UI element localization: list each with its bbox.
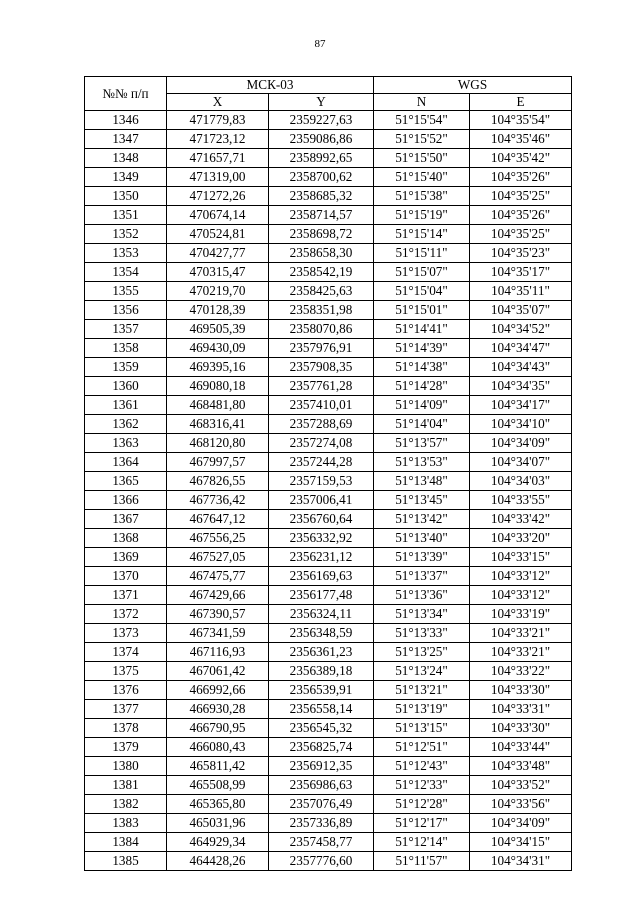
point-number-cell: 1366	[85, 491, 167, 510]
longitude-cell: 104°34'17"	[470, 396, 572, 415]
table-row	[85, 548, 572, 567]
y-coordinate-cell: 2356389,18	[269, 662, 374, 681]
longitude-cell: 104°33'12"	[470, 567, 572, 586]
point-number-cell: 1365	[85, 472, 167, 491]
x-coordinate-cell: 471723,12	[167, 130, 269, 149]
latitude-cell: 51°13'45"	[374, 491, 470, 510]
table-row	[85, 738, 572, 757]
y-coordinate-cell: 2356231,12	[269, 548, 374, 567]
table-row	[85, 206, 572, 225]
latitude-cell: 51°13'40"	[374, 529, 470, 548]
x-coordinate-cell: 467341,59	[167, 624, 269, 643]
x-coordinate-cell: 467475,77	[167, 567, 269, 586]
longitude-cell: 104°34'15"	[470, 833, 572, 852]
longitude-cell: 104°34'09"	[470, 814, 572, 833]
y-coordinate-cell: 2358070,86	[269, 320, 374, 339]
x-coordinate-cell: 467556,25	[167, 529, 269, 548]
x-coordinate-cell: 468481,80	[167, 396, 269, 415]
point-number-cell: 1376	[85, 681, 167, 700]
latitude-cell: 51°15'52"	[374, 130, 470, 149]
longitude-cell: 104°34'31"	[470, 852, 572, 871]
latitude-cell: 51°15'40"	[374, 168, 470, 187]
latitude-cell: 51°13'42"	[374, 510, 470, 529]
y-coordinate-cell: 2358992,65	[269, 149, 374, 168]
y-coordinate-cell: 2358351,98	[269, 301, 374, 320]
header-wgs: WGS	[374, 77, 572, 94]
point-number-cell: 1380	[85, 757, 167, 776]
longitude-cell: 104°34'52"	[470, 320, 572, 339]
header-y: Y	[269, 94, 374, 111]
y-coordinate-cell: 2358700,62	[269, 168, 374, 187]
table-row	[85, 225, 572, 244]
point-number-cell: 1372	[85, 605, 167, 624]
latitude-cell: 51°14'41"	[374, 320, 470, 339]
y-coordinate-cell: 2357776,60	[269, 852, 374, 871]
point-number-cell: 1375	[85, 662, 167, 681]
point-number-cell: 1347	[85, 130, 167, 149]
point-number-cell: 1374	[85, 643, 167, 662]
longitude-cell: 104°35'42"	[470, 149, 572, 168]
point-number-cell: 1351	[85, 206, 167, 225]
latitude-cell: 51°13'33"	[374, 624, 470, 643]
latitude-cell: 51°13'48"	[374, 472, 470, 491]
longitude-cell: 104°34'10"	[470, 415, 572, 434]
y-coordinate-cell: 2357908,35	[269, 358, 374, 377]
x-coordinate-cell: 466930,28	[167, 700, 269, 719]
x-coordinate-cell: 470219,70	[167, 282, 269, 301]
point-number-cell: 1364	[85, 453, 167, 472]
y-coordinate-cell: 2356825,74	[269, 738, 374, 757]
table-row	[85, 852, 572, 871]
point-number-cell: 1350	[85, 187, 167, 206]
x-coordinate-cell: 467429,66	[167, 586, 269, 605]
table-row	[85, 187, 572, 206]
latitude-cell: 51°13'25"	[374, 643, 470, 662]
latitude-cell: 51°12'14"	[374, 833, 470, 852]
point-number-cell: 1357	[85, 320, 167, 339]
y-coordinate-cell: 2357288,69	[269, 415, 374, 434]
x-coordinate-cell: 471657,71	[167, 149, 269, 168]
longitude-cell: 104°35'26"	[470, 206, 572, 225]
longitude-cell: 104°33'22"	[470, 662, 572, 681]
longitude-cell: 104°33'30"	[470, 719, 572, 738]
x-coordinate-cell: 467061,42	[167, 662, 269, 681]
y-coordinate-cell: 2358542,19	[269, 263, 374, 282]
latitude-cell: 51°12'17"	[374, 814, 470, 833]
y-coordinate-cell: 2356332,92	[269, 529, 374, 548]
y-coordinate-cell: 2358658,30	[269, 244, 374, 263]
x-coordinate-cell: 468120,80	[167, 434, 269, 453]
table-row	[85, 700, 572, 719]
y-coordinate-cell: 2357410,01	[269, 396, 374, 415]
point-number-cell: 1378	[85, 719, 167, 738]
longitude-cell: 104°33'15"	[470, 548, 572, 567]
longitude-cell: 104°34'09"	[470, 434, 572, 453]
table-row	[85, 301, 572, 320]
latitude-cell: 51°14'38"	[374, 358, 470, 377]
x-coordinate-cell: 471779,83	[167, 111, 269, 130]
x-coordinate-cell: 465365,80	[167, 795, 269, 814]
x-coordinate-cell: 467390,57	[167, 605, 269, 624]
longitude-cell: 104°35'54"	[470, 111, 572, 130]
table-row	[85, 282, 572, 301]
point-number-cell: 1385	[85, 852, 167, 871]
header-row-top	[85, 77, 572, 94]
latitude-cell: 51°15'11"	[374, 244, 470, 263]
latitude-cell: 51°15'54"	[374, 111, 470, 130]
longitude-cell: 104°35'07"	[470, 301, 572, 320]
table-row	[85, 149, 572, 168]
table-row	[85, 795, 572, 814]
header-e: E	[470, 94, 572, 111]
point-number-cell: 1354	[85, 263, 167, 282]
longitude-cell: 104°33'21"	[470, 624, 572, 643]
latitude-cell: 51°13'15"	[374, 719, 470, 738]
y-coordinate-cell: 2356324,11	[269, 605, 374, 624]
latitude-cell: 51°12'51"	[374, 738, 470, 757]
table-row	[85, 453, 572, 472]
y-coordinate-cell: 2357274,08	[269, 434, 374, 453]
point-number-cell: 1355	[85, 282, 167, 301]
x-coordinate-cell: 464929,34	[167, 833, 269, 852]
latitude-cell: 51°14'09"	[374, 396, 470, 415]
point-number-cell: 1371	[85, 586, 167, 605]
y-coordinate-cell: 2356986,63	[269, 776, 374, 795]
y-coordinate-cell: 2357761,28	[269, 377, 374, 396]
longitude-cell: 104°33'52"	[470, 776, 572, 795]
point-number-cell: 1358	[85, 339, 167, 358]
table-header	[85, 77, 572, 111]
y-coordinate-cell: 2356912,35	[269, 757, 374, 776]
latitude-cell: 51°11'57"	[374, 852, 470, 871]
point-number-cell: 1352	[85, 225, 167, 244]
latitude-cell: 51°13'21"	[374, 681, 470, 700]
table-row	[85, 472, 572, 491]
x-coordinate-cell: 469395,16	[167, 358, 269, 377]
y-coordinate-cell: 2358425,63	[269, 282, 374, 301]
y-coordinate-cell: 2358698,72	[269, 225, 374, 244]
x-coordinate-cell: 466080,43	[167, 738, 269, 757]
table-row	[85, 605, 572, 624]
point-number-cell: 1362	[85, 415, 167, 434]
x-coordinate-cell: 466790,95	[167, 719, 269, 738]
x-coordinate-cell: 467997,57	[167, 453, 269, 472]
table-row	[85, 833, 572, 852]
latitude-cell: 51°15'07"	[374, 263, 470, 282]
latitude-cell: 51°15'19"	[374, 206, 470, 225]
table-body	[85, 111, 572, 871]
point-number-cell: 1384	[85, 833, 167, 852]
latitude-cell: 51°12'28"	[374, 795, 470, 814]
x-coordinate-cell: 470128,39	[167, 301, 269, 320]
point-number-cell: 1382	[85, 795, 167, 814]
x-coordinate-cell: 465811,42	[167, 757, 269, 776]
latitude-cell: 51°13'39"	[374, 548, 470, 567]
latitude-cell: 51°13'34"	[374, 605, 470, 624]
longitude-cell: 104°35'46"	[470, 130, 572, 149]
table-row	[85, 662, 572, 681]
x-coordinate-cell: 465031,96	[167, 814, 269, 833]
y-coordinate-cell: 2356361,23	[269, 643, 374, 662]
coordinates-table	[84, 76, 572, 871]
x-coordinate-cell: 467826,55	[167, 472, 269, 491]
point-number-cell: 1348	[85, 149, 167, 168]
y-coordinate-cell: 2357006,41	[269, 491, 374, 510]
y-coordinate-cell: 2359086,86	[269, 130, 374, 149]
header-x: X	[167, 94, 269, 111]
longitude-cell: 104°35'17"	[470, 263, 572, 282]
x-coordinate-cell: 468316,41	[167, 415, 269, 434]
header-n: N	[374, 94, 470, 111]
x-coordinate-cell: 471319,00	[167, 168, 269, 187]
latitude-cell: 51°13'19"	[374, 700, 470, 719]
longitude-cell: 104°35'23"	[470, 244, 572, 263]
table-row	[85, 130, 572, 149]
longitude-cell: 104°33'12"	[470, 586, 572, 605]
header-msk03: МСК-03	[167, 77, 374, 94]
latitude-cell: 51°15'01"	[374, 301, 470, 320]
latitude-cell: 51°13'24"	[374, 662, 470, 681]
table-row	[85, 358, 572, 377]
table-row	[85, 320, 572, 339]
point-number-cell: 1361	[85, 396, 167, 415]
point-number-cell: 1379	[85, 738, 167, 757]
table-row	[85, 244, 572, 263]
longitude-cell: 104°35'11"	[470, 282, 572, 301]
table-row	[85, 491, 572, 510]
longitude-cell: 104°35'26"	[470, 168, 572, 187]
table-row	[85, 757, 572, 776]
latitude-cell: 51°14'04"	[374, 415, 470, 434]
y-coordinate-cell: 2356558,14	[269, 700, 374, 719]
table-row	[85, 434, 572, 453]
y-coordinate-cell: 2356539,91	[269, 681, 374, 700]
x-coordinate-cell: 470427,77	[167, 244, 269, 263]
x-coordinate-cell: 469080,18	[167, 377, 269, 396]
table-row	[85, 168, 572, 187]
longitude-cell: 104°35'25"	[470, 225, 572, 244]
longitude-cell: 104°33'56"	[470, 795, 572, 814]
table-row	[85, 263, 572, 282]
latitude-cell: 51°12'43"	[374, 757, 470, 776]
point-number-cell: 1363	[85, 434, 167, 453]
table-row	[85, 586, 572, 605]
point-number-cell: 1353	[85, 244, 167, 263]
x-coordinate-cell: 466992,66	[167, 681, 269, 700]
x-coordinate-cell: 467527,05	[167, 548, 269, 567]
y-coordinate-cell: 2357076,49	[269, 795, 374, 814]
point-number-cell: 1373	[85, 624, 167, 643]
longitude-cell: 104°33'30"	[470, 681, 572, 700]
point-number-cell: 1369	[85, 548, 167, 567]
y-coordinate-cell: 2356760,64	[269, 510, 374, 529]
longitude-cell: 104°34'43"	[470, 358, 572, 377]
longitude-cell: 104°35'25"	[470, 187, 572, 206]
latitude-cell: 51°15'14"	[374, 225, 470, 244]
longitude-cell: 104°33'48"	[470, 757, 572, 776]
y-coordinate-cell: 2356169,63	[269, 567, 374, 586]
latitude-cell: 51°14'39"	[374, 339, 470, 358]
latitude-cell: 51°15'50"	[374, 149, 470, 168]
y-coordinate-cell: 2357976,91	[269, 339, 374, 358]
x-coordinate-cell: 469430,09	[167, 339, 269, 358]
point-number-cell: 1383	[85, 814, 167, 833]
longitude-cell: 104°34'03"	[470, 472, 572, 491]
y-coordinate-cell: 2357336,89	[269, 814, 374, 833]
table-row	[85, 719, 572, 738]
longitude-cell: 104°34'35"	[470, 377, 572, 396]
point-number-cell: 1360	[85, 377, 167, 396]
longitude-cell: 104°34'07"	[470, 453, 572, 472]
x-coordinate-cell: 467116,93	[167, 643, 269, 662]
y-coordinate-cell: 2356348,59	[269, 624, 374, 643]
x-coordinate-cell: 471272,26	[167, 187, 269, 206]
x-coordinate-cell: 464428,26	[167, 852, 269, 871]
table-row	[85, 529, 572, 548]
header-point-number: №№ п/п	[85, 77, 167, 111]
latitude-cell: 51°12'33"	[374, 776, 470, 795]
table-row	[85, 415, 572, 434]
y-coordinate-cell: 2356545,32	[269, 719, 374, 738]
y-coordinate-cell: 2357458,77	[269, 833, 374, 852]
x-coordinate-cell: 470524,81	[167, 225, 269, 244]
point-number-cell: 1377	[85, 700, 167, 719]
table-row	[85, 377, 572, 396]
longitude-cell: 104°33'42"	[470, 510, 572, 529]
point-number-cell: 1368	[85, 529, 167, 548]
x-coordinate-cell: 469505,39	[167, 320, 269, 339]
latitude-cell: 51°15'04"	[374, 282, 470, 301]
longitude-cell: 104°33'44"	[470, 738, 572, 757]
point-number-cell: 1367	[85, 510, 167, 529]
y-coordinate-cell: 2357159,53	[269, 472, 374, 491]
y-coordinate-cell: 2359227,63	[269, 111, 374, 130]
y-coordinate-cell: 2358714,57	[269, 206, 374, 225]
point-number-cell: 1381	[85, 776, 167, 795]
longitude-cell: 104°33'20"	[470, 529, 572, 548]
page-number: 87	[314, 38, 326, 50]
table-row	[85, 111, 572, 130]
latitude-cell: 51°14'28"	[374, 377, 470, 396]
table-row	[85, 510, 572, 529]
longitude-cell: 104°33'19"	[470, 605, 572, 624]
longitude-cell: 104°33'31"	[470, 700, 572, 719]
x-coordinate-cell: 465508,99	[167, 776, 269, 795]
table-row	[85, 624, 572, 643]
latitude-cell: 51°15'38"	[374, 187, 470, 206]
y-coordinate-cell: 2357244,28	[269, 453, 374, 472]
latitude-cell: 51°13'57"	[374, 434, 470, 453]
longitude-cell: 104°33'21"	[470, 643, 572, 662]
x-coordinate-cell: 470315,47	[167, 263, 269, 282]
latitude-cell: 51°13'53"	[374, 453, 470, 472]
latitude-cell: 51°13'36"	[374, 586, 470, 605]
point-number-cell: 1359	[85, 358, 167, 377]
x-coordinate-cell: 467736,42	[167, 491, 269, 510]
point-number-cell: 1349	[85, 168, 167, 187]
table-row	[85, 396, 572, 415]
y-coordinate-cell: 2356177,48	[269, 586, 374, 605]
y-coordinate-cell: 2358685,32	[269, 187, 374, 206]
x-coordinate-cell: 467647,12	[167, 510, 269, 529]
table-row	[85, 776, 572, 795]
x-coordinate-cell: 470674,14	[167, 206, 269, 225]
point-number-cell: 1356	[85, 301, 167, 320]
table-row	[85, 814, 572, 833]
table-row	[85, 567, 572, 586]
table-row	[85, 339, 572, 358]
point-number-cell: 1370	[85, 567, 167, 586]
latitude-cell: 51°13'37"	[374, 567, 470, 586]
longitude-cell: 104°34'47"	[470, 339, 572, 358]
point-number-cell: 1346	[85, 111, 167, 130]
table-row	[85, 643, 572, 662]
table-row	[85, 681, 572, 700]
longitude-cell: 104°33'55"	[470, 491, 572, 510]
